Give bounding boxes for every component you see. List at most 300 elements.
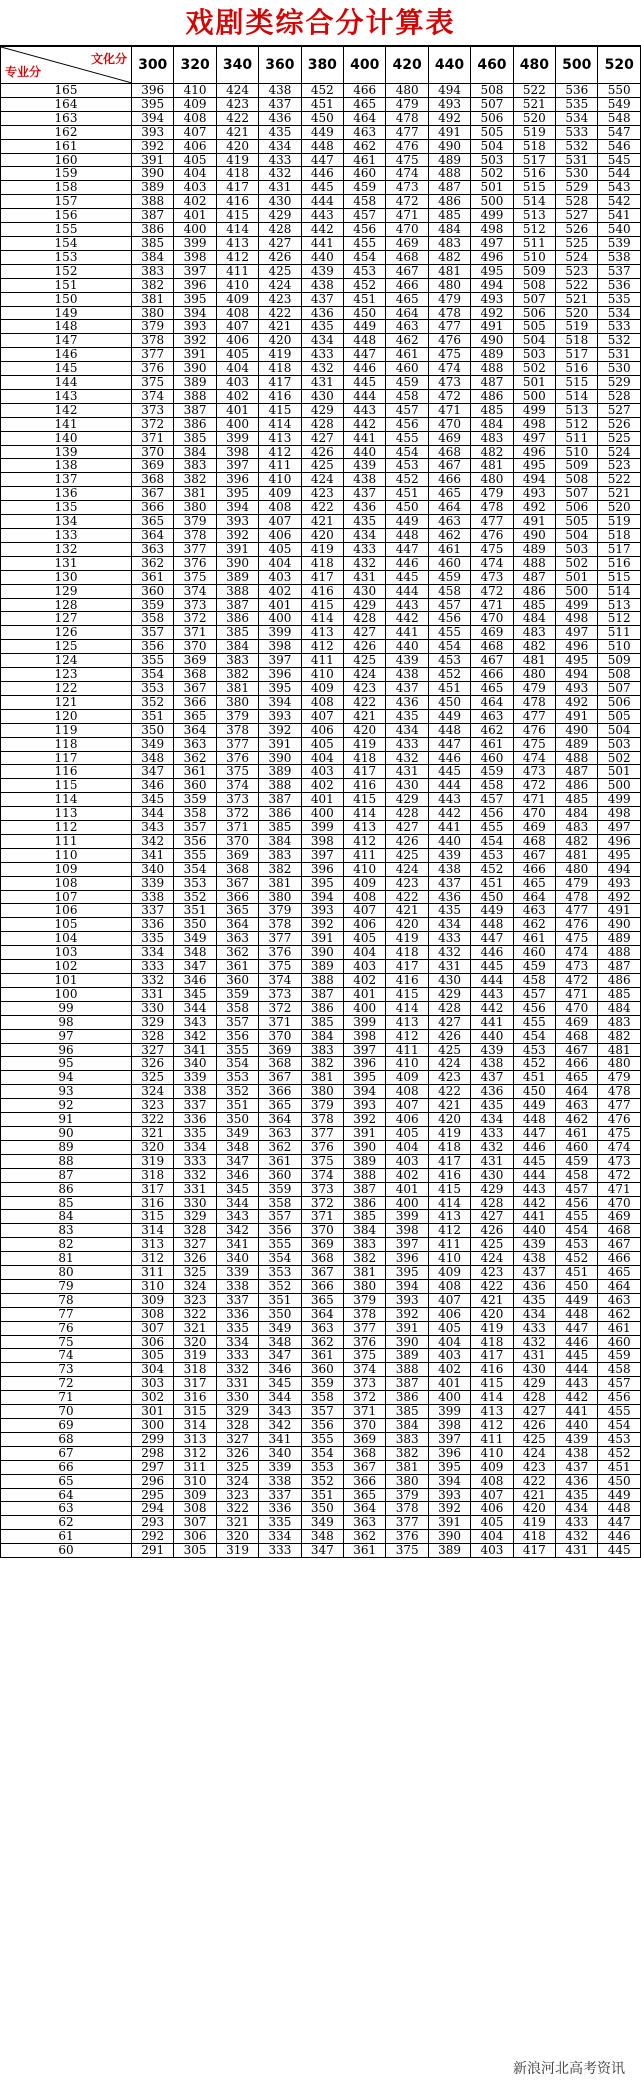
major-score-cell: 96	[1, 1043, 132, 1057]
total-score-cell: 371	[344, 1405, 386, 1419]
total-score-cell: 388	[132, 195, 174, 209]
total-score-cell: 419	[259, 348, 301, 362]
total-score-cell: 398	[216, 445, 258, 459]
table-row	[1, 556, 641, 570]
total-score-cell: 336	[174, 1113, 216, 1127]
total-score-cell: 416	[428, 1168, 470, 1182]
total-score-cell: 349	[259, 1321, 301, 1335]
total-score-cell: 330	[216, 1391, 258, 1405]
total-score-cell: 521	[513, 97, 555, 111]
total-score-cell: 403	[471, 1544, 513, 1558]
total-score-cell: 491	[471, 320, 513, 334]
column-header: 300	[132, 47, 174, 84]
major-score-cell: 69	[1, 1419, 132, 1433]
total-score-cell: 421	[259, 320, 301, 334]
total-score-cell: 355	[301, 1432, 343, 1446]
total-score-cell: 438	[259, 84, 301, 98]
total-score-cell: 401	[428, 1377, 470, 1391]
total-score-cell: 449	[428, 709, 470, 723]
total-score-cell: 410	[428, 1252, 470, 1266]
total-score-cell: 507	[598, 681, 641, 695]
total-score-cell: 458	[556, 1168, 598, 1182]
total-score-cell: 390	[132, 167, 174, 181]
total-score-cell: 414	[428, 1196, 470, 1210]
total-score-cell: 477	[598, 1099, 641, 1113]
table-row	[1, 723, 641, 737]
total-score-cell: 491	[598, 904, 641, 918]
total-score-cell: 412	[428, 1224, 470, 1238]
total-score-cell: 333	[216, 1349, 258, 1363]
total-score-cell: 441	[428, 821, 470, 835]
total-score-cell: 370	[344, 1419, 386, 1433]
table-row	[1, 626, 641, 640]
total-score-cell: 345	[132, 793, 174, 807]
total-score-cell: 402	[344, 974, 386, 988]
total-score-cell: 354	[174, 862, 216, 876]
total-score-cell: 468	[471, 640, 513, 654]
total-score-cell: 475	[598, 1126, 641, 1140]
total-score-cell: 442	[513, 1196, 555, 1210]
total-score-cell: 349	[132, 737, 174, 751]
total-score-cell: 457	[598, 1377, 641, 1391]
total-score-cell: 381	[216, 681, 258, 695]
major-score-cell: 66	[1, 1460, 132, 1474]
major-score-cell: 84	[1, 1210, 132, 1224]
total-score-cell: 508	[513, 278, 555, 292]
major-score-cell: 92	[1, 1099, 132, 1113]
major-score-cell: 85	[1, 1196, 132, 1210]
total-score-cell: 479	[386, 97, 428, 111]
table-row	[1, 97, 641, 111]
total-score-cell: 526	[598, 417, 641, 431]
total-score-cell: 373	[174, 598, 216, 612]
total-score-cell: 406	[428, 1307, 470, 1321]
total-score-cell: 396	[216, 473, 258, 487]
total-score-cell: 394	[386, 1279, 428, 1293]
total-score-cell: 449	[598, 1488, 641, 1502]
total-score-cell: 351	[301, 1488, 343, 1502]
total-score-cell: 524	[556, 250, 598, 264]
total-score-cell: 437	[556, 1460, 598, 1474]
major-score-cell: 158	[1, 181, 132, 195]
total-score-cell: 399	[216, 431, 258, 445]
major-score-cell: 97	[1, 1029, 132, 1043]
total-score-cell: 449	[513, 1099, 555, 1113]
total-score-cell: 367	[301, 1266, 343, 1280]
major-score-cell: 159	[1, 167, 132, 181]
total-score-cell: 440	[301, 250, 343, 264]
total-score-cell: 389	[216, 570, 258, 584]
major-score-cell: 108	[1, 876, 132, 890]
total-score-cell: 534	[598, 306, 641, 320]
total-score-cell: 319	[132, 1154, 174, 1168]
total-score-cell: 451	[513, 1071, 555, 1085]
total-score-cell: 443	[556, 1377, 598, 1391]
table-row	[1, 1196, 641, 1210]
total-score-cell: 423	[301, 487, 343, 501]
total-score-cell: 393	[386, 1293, 428, 1307]
total-score-cell: 457	[386, 403, 428, 417]
total-score-cell: 427	[259, 236, 301, 250]
total-score-cell: 369	[216, 848, 258, 862]
total-score-cell: 444	[428, 779, 470, 793]
table-row	[1, 612, 641, 626]
total-score-cell: 419	[428, 1126, 470, 1140]
total-score-cell: 390	[259, 751, 301, 765]
total-score-cell: 418	[428, 1140, 470, 1154]
total-score-cell: 480	[513, 668, 555, 682]
total-score-cell: 495	[513, 459, 555, 473]
total-score-cell: 366	[174, 695, 216, 709]
total-score-cell: 441	[471, 1015, 513, 1029]
total-score-cell: 378	[132, 334, 174, 348]
total-score-cell: 332	[174, 1168, 216, 1182]
total-score-cell: 339	[132, 876, 174, 890]
total-score-cell: 425	[259, 264, 301, 278]
table-row	[1, 292, 641, 306]
total-score-cell: 346	[216, 1168, 258, 1182]
total-score-cell: 474	[471, 556, 513, 570]
table-row	[1, 1419, 641, 1433]
major-score-cell: 113	[1, 807, 132, 821]
total-score-cell: 461	[598, 1321, 641, 1335]
total-score-cell: 499	[513, 403, 555, 417]
total-score-cell: 325	[174, 1266, 216, 1280]
total-score-cell: 494	[471, 278, 513, 292]
table-row	[1, 668, 641, 682]
total-score-cell: 501	[598, 765, 641, 779]
total-score-cell: 369	[132, 459, 174, 473]
total-score-cell: 335	[216, 1321, 258, 1335]
total-score-cell: 351	[259, 1293, 301, 1307]
total-score-cell: 387	[344, 1182, 386, 1196]
total-score-cell: 412	[344, 834, 386, 848]
total-score-cell: 409	[428, 1266, 470, 1280]
total-score-cell: 506	[471, 111, 513, 125]
total-score-cell: 333	[259, 1544, 301, 1558]
total-score-cell: 429	[513, 1377, 555, 1391]
total-score-cell: 378	[386, 1502, 428, 1516]
major-score-cell: 116	[1, 765, 132, 779]
total-score-cell: 402	[301, 779, 343, 793]
table-row	[1, 1210, 641, 1224]
major-score-cell: 111	[1, 834, 132, 848]
total-score-cell: 379	[216, 709, 258, 723]
total-score-cell: 419	[344, 737, 386, 751]
total-score-cell: 531	[556, 153, 598, 167]
total-score-cell: 444	[344, 389, 386, 403]
total-score-cell: 494	[598, 862, 641, 876]
total-score-cell: 397	[216, 459, 258, 473]
total-score-cell: 330	[132, 1001, 174, 1015]
total-score-cell: 471	[513, 793, 555, 807]
total-score-cell: 451	[556, 1266, 598, 1280]
total-score-cell: 360	[132, 584, 174, 598]
total-score-cell: 366	[301, 1279, 343, 1293]
table-row	[1, 1238, 641, 1252]
total-score-cell: 410	[386, 1057, 428, 1071]
total-score-cell: 396	[132, 84, 174, 98]
total-score-cell: 346	[259, 1363, 301, 1377]
total-score-cell: 392	[386, 1307, 428, 1321]
total-score-cell: 420	[216, 139, 258, 153]
total-score-cell: 364	[344, 1502, 386, 1516]
total-score-cell: 417	[301, 570, 343, 584]
total-score-cell: 407	[471, 1488, 513, 1502]
major-score-cell: 101	[1, 974, 132, 988]
total-score-cell: 445	[513, 1154, 555, 1168]
total-score-cell: 534	[556, 111, 598, 125]
total-score-cell: 378	[344, 1307, 386, 1321]
total-score-cell: 372	[132, 417, 174, 431]
total-score-cell: 385	[301, 1015, 343, 1029]
total-score-cell: 366	[259, 1085, 301, 1099]
total-score-cell: 412	[386, 1029, 428, 1043]
total-score-cell: 459	[428, 570, 470, 584]
total-score-cell: 379	[259, 904, 301, 918]
total-score-cell: 425	[471, 1238, 513, 1252]
total-score-cell: 404	[301, 751, 343, 765]
total-score-cell: 348	[301, 1530, 343, 1544]
total-score-cell: 405	[344, 932, 386, 946]
total-score-cell: 468	[556, 1029, 598, 1043]
total-score-cell: 481	[428, 264, 470, 278]
total-score-cell: 344	[216, 1196, 258, 1210]
total-score-cell: 469	[598, 1210, 641, 1224]
total-score-cell: 448	[386, 529, 428, 543]
table-row	[1, 862, 641, 876]
total-score-cell: 483	[471, 431, 513, 445]
total-score-cell: 417	[344, 765, 386, 779]
total-score-cell: 363	[301, 1321, 343, 1335]
total-score-cell: 497	[471, 236, 513, 250]
total-score-cell: 472	[556, 974, 598, 988]
total-score-cell: 533	[598, 320, 641, 334]
total-score-cell: 483	[556, 821, 598, 835]
total-score-cell: 437	[386, 681, 428, 695]
total-score-cell: 478	[386, 111, 428, 125]
total-score-cell: 460	[344, 167, 386, 181]
total-score-cell: 372	[259, 1001, 301, 1015]
total-score-cell: 404	[174, 167, 216, 181]
total-score-cell: 418	[216, 167, 258, 181]
total-score-cell: 422	[386, 890, 428, 904]
total-score-cell: 470	[598, 1196, 641, 1210]
total-score-cell: 331	[216, 1377, 258, 1391]
total-score-cell: 379	[344, 1293, 386, 1307]
total-score-cell: 529	[598, 376, 641, 390]
total-score-cell: 481	[556, 848, 598, 862]
total-score-cell: 483	[513, 626, 555, 640]
total-score-cell: 460	[598, 1335, 641, 1349]
total-score-cell: 361	[216, 960, 258, 974]
total-score-cell: 449	[471, 904, 513, 918]
total-score-cell: 431	[301, 376, 343, 390]
total-score-cell: 492	[428, 111, 470, 125]
total-score-cell: 437	[259, 97, 301, 111]
total-score-cell: 391	[216, 542, 258, 556]
total-score-cell: 480	[598, 1057, 641, 1071]
table-row	[1, 779, 641, 793]
total-score-cell: 413	[301, 626, 343, 640]
watermark: 新浪河北高考资讯	[507, 2056, 631, 2080]
total-score-cell: 401	[344, 987, 386, 1001]
column-header: 400	[344, 47, 386, 84]
total-score-cell: 449	[556, 1293, 598, 1307]
table-row	[1, 153, 641, 167]
total-score-cell: 391	[344, 1126, 386, 1140]
total-score-cell: 341	[216, 1238, 258, 1252]
total-score-cell: 447	[598, 1516, 641, 1530]
major-score-cell: 121	[1, 695, 132, 709]
table-row	[1, 1071, 641, 1085]
table-row	[1, 1085, 641, 1099]
total-score-cell: 427	[386, 821, 428, 835]
total-score-cell: 386	[216, 612, 258, 626]
total-score-cell: 415	[301, 598, 343, 612]
total-score-cell: 345	[174, 987, 216, 1001]
total-score-cell: 375	[344, 1349, 386, 1363]
major-score-cell: 139	[1, 445, 132, 459]
total-score-cell: 419	[386, 932, 428, 946]
total-score-cell: 396	[344, 1057, 386, 1071]
table-row	[1, 890, 641, 904]
total-score-cell: 476	[386, 139, 428, 153]
total-score-cell: 466	[598, 1252, 641, 1266]
major-score-cell: 153	[1, 250, 132, 264]
total-score-cell: 365	[301, 1293, 343, 1307]
major-score-cell: 83	[1, 1224, 132, 1238]
column-header: 460	[471, 47, 513, 84]
total-score-cell: 412	[471, 1419, 513, 1433]
total-score-cell: 452	[344, 278, 386, 292]
major-score-cell: 95	[1, 1057, 132, 1071]
total-score-cell: 370	[259, 1029, 301, 1043]
total-score-cell: 430	[471, 1168, 513, 1182]
total-score-cell: 372	[301, 1196, 343, 1210]
total-score-cell: 418	[386, 946, 428, 960]
total-score-cell: 390	[344, 1140, 386, 1154]
total-score-cell: 420	[513, 1502, 555, 1516]
major-score-cell: 109	[1, 862, 132, 876]
major-score-cell: 117	[1, 751, 132, 765]
total-score-cell: 470	[386, 223, 428, 237]
total-score-cell: 474	[428, 362, 470, 376]
total-score-cell: 425	[344, 654, 386, 668]
total-score-cell: 545	[598, 153, 641, 167]
total-score-cell: 457	[428, 598, 470, 612]
table-row	[1, 946, 641, 960]
total-score-cell: 471	[386, 209, 428, 223]
total-score-cell: 457	[556, 1182, 598, 1196]
total-score-cell: 338	[132, 890, 174, 904]
total-score-cell: 508	[471, 84, 513, 98]
total-score-cell: 391	[132, 153, 174, 167]
total-score-cell: 381	[344, 1266, 386, 1280]
total-score-cell: 430	[513, 1363, 555, 1377]
total-score-cell: 355	[132, 654, 174, 668]
total-score-cell: 348	[132, 751, 174, 765]
total-score-cell: 418	[471, 1335, 513, 1349]
total-score-cell: 339	[259, 1460, 301, 1474]
total-score-cell: 472	[598, 1168, 641, 1182]
total-score-cell: 355	[216, 1043, 258, 1057]
table-row	[1, 1474, 641, 1488]
total-score-cell: 393	[132, 125, 174, 139]
major-score-cell: 118	[1, 737, 132, 751]
major-score-cell: 73	[1, 1363, 132, 1377]
column-header: 340	[216, 47, 258, 84]
major-score-cell: 125	[1, 640, 132, 654]
total-score-cell: 341	[174, 1043, 216, 1057]
major-score-cell: 157	[1, 195, 132, 209]
table-row	[1, 515, 641, 529]
total-score-cell: 530	[598, 362, 641, 376]
total-score-cell: 394	[174, 306, 216, 320]
total-score-cell: 464	[556, 1085, 598, 1099]
total-score-cell: 429	[301, 403, 343, 417]
total-score-cell: 498	[513, 417, 555, 431]
total-score-cell: 356	[259, 1224, 301, 1238]
total-score-cell: 399	[344, 1015, 386, 1029]
total-score-cell: 425	[301, 459, 343, 473]
total-score-cell: 466	[556, 1057, 598, 1071]
total-score-cell: 421	[428, 1099, 470, 1113]
total-score-cell: 523	[556, 264, 598, 278]
total-score-cell: 349	[174, 932, 216, 946]
total-score-cell: 382	[174, 473, 216, 487]
total-score-cell: 469	[428, 431, 470, 445]
total-score-cell: 433	[386, 737, 428, 751]
total-score-cell: 383	[174, 459, 216, 473]
table-row	[1, 1391, 641, 1405]
total-score-cell: 522	[556, 278, 598, 292]
total-score-cell: 410	[471, 1446, 513, 1460]
total-score-cell: 466	[386, 278, 428, 292]
total-score-cell: 380	[301, 1085, 343, 1099]
major-score-cell: 136	[1, 487, 132, 501]
major-score-cell: 143	[1, 389, 132, 403]
total-score-cell: 406	[471, 1502, 513, 1516]
total-score-cell: 381	[259, 876, 301, 890]
total-score-cell: 463	[344, 125, 386, 139]
table-row	[1, 320, 641, 334]
total-score-cell: 456	[344, 223, 386, 237]
total-score-cell: 350	[174, 918, 216, 932]
total-score-cell: 431	[259, 181, 301, 195]
total-score-cell: 428	[344, 612, 386, 626]
total-score-cell: 433	[301, 348, 343, 362]
total-score-cell: 362	[174, 751, 216, 765]
total-score-cell: 520	[556, 306, 598, 320]
total-score-cell: 426	[513, 1419, 555, 1433]
total-score-cell: 456	[513, 1001, 555, 1015]
total-score-cell: 447	[428, 737, 470, 751]
total-score-cell: 408	[259, 501, 301, 515]
total-score-cell: 343	[174, 1015, 216, 1029]
total-score-cell: 381	[132, 292, 174, 306]
major-score-cell: 142	[1, 403, 132, 417]
total-score-cell: 473	[386, 181, 428, 195]
total-score-cell: 374	[301, 1168, 343, 1182]
total-score-cell: 497	[598, 821, 641, 835]
total-score-cell: 413	[216, 236, 258, 250]
major-score-cell: 162	[1, 125, 132, 139]
total-score-cell: 470	[513, 807, 555, 821]
major-score-cell: 115	[1, 779, 132, 793]
table-row	[1, 1502, 641, 1516]
total-score-cell: 391	[174, 348, 216, 362]
